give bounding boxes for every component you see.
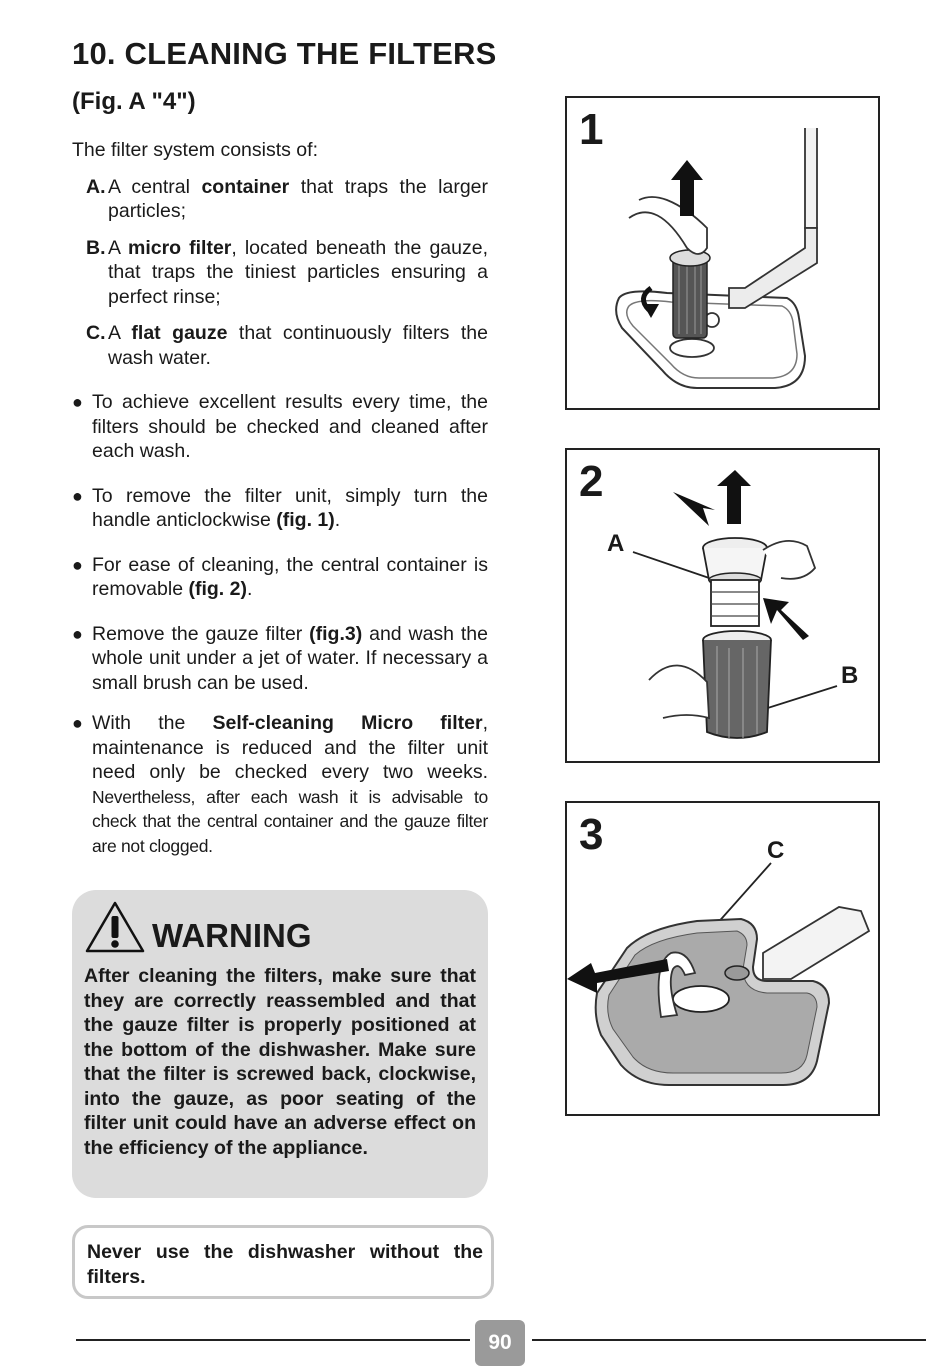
figure-3 [565,801,880,1116]
callout-label-a: A [607,530,625,557]
warning-box [72,890,488,1198]
page-title: 10. CLEANING THE FILTERS [72,36,497,71]
component-term: micro filter [127,236,232,259]
instructions-column [72,138,488,878]
component-item-c: C. A flat gauze that continuously filters the wash water. [86,322,488,369]
intro-text: The filter system consists of: [72,139,318,161]
bullet-dot-icon: ● [72,392,83,412]
figure-number: 3 [579,810,604,859]
warning-text: After cleaning the filters, make sure that they are correctly reassembled and that the gauze filter is properly positioned at the bottom of the dishwasher. Make sure that the filter is screwed back, clockwise, into the gauze, as poor seating of the filter unit could have an adverse effect on the efficiency of the appliance. [84,965,476,1159]
component-letter: A. [86,175,106,198]
component-term: container [201,175,290,198]
figure-number: 2 [579,457,604,506]
component-item-b: B. A micro filter, located beneath the gauze, that traps the tiniest particles ensuring a perfect rinse; [86,236,488,308]
container-removal-illustration [567,450,878,761]
note-box [72,1225,494,1299]
warning-triangle-icon [84,900,146,954]
figure-reference: (Fig. A "4") [72,88,196,115]
figure-1 [565,96,880,410]
advisory-text: Nevertheless, after each wash it is advisable to check that the central container and the gauze filter are not clogged. [92,786,488,856]
component-letter: C. [86,322,106,344]
bullet-dot-icon: ● [72,713,83,733]
bullet-dot-icon: ● [72,623,83,644]
filter-removal-illustration [567,98,878,408]
figure-2 [565,448,880,763]
figure-number: 1 [579,105,604,154]
note-text: Never use the dishwasher without the filters. [87,1241,483,1288]
footer-rule-right [532,1339,926,1341]
bullet-item: ● To remove the filter unit, simply turn the handle anticlockwise (fig. 1). [72,484,488,531]
bullet-dot-icon: ● [72,554,83,575]
bullet-item: ● Remove the gauze filter (fig.3) and wash the whole unit under a jet of water. If necessary a small brush can be used. [72,622,488,694]
warning-title: WARNING [152,917,312,954]
callout-label-c: C [767,837,785,864]
bullet-dot-icon: ● [72,485,83,506]
footer-rule-left [76,1339,470,1341]
component-term: flat gauze [131,322,228,344]
gauze-removal-illustration [567,803,878,1114]
bullet-item: ● With the Self-cleaning Micro filter, maintenance is reduced and the filter unit need only be checked every two weeks. Nevertheless, after each wash it is advisable to check that the central container and the gauze filter are not clogged. [72,711,488,858]
bullet-item: ● To achieve excellent results every time, the filters should be checked and cleaned after each wash. [72,391,488,462]
bullet-item: ● For ease of cleaning, the central container is removable (fig. 2). [72,553,488,600]
component-letter: B. [86,236,106,259]
callout-label-b: B [841,662,859,689]
component-item-a: A. A central container that traps the larger particles; [86,175,488,222]
page-number: 90 [475,1320,525,1366]
